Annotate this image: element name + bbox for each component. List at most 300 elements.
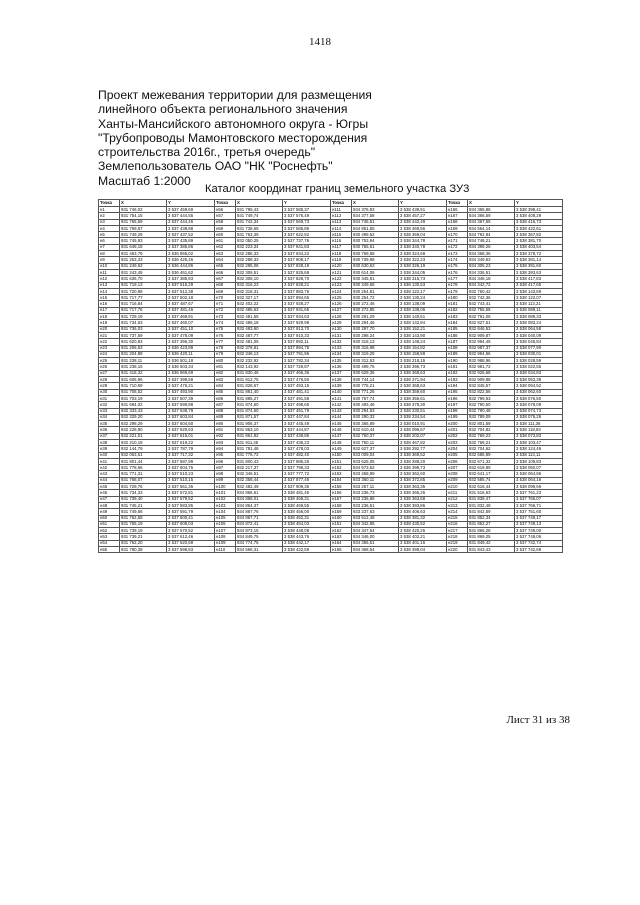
table-cell: 931 778,66 xyxy=(120,465,167,471)
table-cell: 934 792,94 xyxy=(468,232,515,238)
table-cell: 3 538 022,55 xyxy=(515,364,563,370)
table-cell: 932 378,81 xyxy=(236,345,283,351)
table-cell: 3 538 356,61 xyxy=(399,395,447,401)
table-cell: 3 537 749,13 xyxy=(515,521,563,527)
table-cell: 3 537 828,21 xyxy=(283,282,331,288)
table-cell: 933 236,73 xyxy=(352,490,399,496)
table-cell: 3 537 445,49 xyxy=(283,421,331,427)
table-cell: 3 537 598,83 xyxy=(167,547,215,553)
table-cell: 931 716,84 xyxy=(120,301,167,307)
table-cell: 932 050,25 xyxy=(236,238,283,244)
coordinates-table xyxy=(98,199,563,553)
table-cell: 3 538 381,70 xyxy=(515,238,563,244)
table-cell: н12 xyxy=(99,276,120,282)
table-cell: н176 xyxy=(447,269,468,275)
table-cell: н210 xyxy=(447,484,468,490)
table-cell: н127 xyxy=(331,307,352,313)
table-cell: 3 538 064,96 xyxy=(515,471,563,477)
table-cell: н204 xyxy=(447,446,468,452)
table-cell: н129 xyxy=(331,320,352,326)
table-cell: 931 742,34 xyxy=(236,219,283,225)
table-cell: 3 537 737,76 xyxy=(283,238,331,244)
table-cell: н52 xyxy=(99,528,120,534)
table-cell: н43 xyxy=(99,471,120,477)
table-cell: 932 346,51 xyxy=(236,471,283,477)
table-cell: 3 536 425,46 xyxy=(167,257,215,263)
table-cell: 3 537 787,79 xyxy=(167,446,215,452)
table-cell: 931 737,59 xyxy=(120,332,167,338)
table-cell: н73 xyxy=(215,314,236,320)
table-cell: н185 xyxy=(447,326,468,332)
table-cell: 934 336,51 xyxy=(468,269,515,275)
table-cell: 932 827,51 xyxy=(468,320,515,326)
table-cell: н130 xyxy=(331,326,352,332)
table-cell: н15 xyxy=(99,295,120,301)
table-cell: н27 xyxy=(99,370,120,376)
table-cell: 932 981,72 xyxy=(468,364,515,370)
table-cell: 3 538 368,63 xyxy=(399,383,447,389)
table-cell: 3 538 324,69 xyxy=(399,251,447,257)
table-cell: н36 xyxy=(99,427,120,433)
table-cell: 3 537 934,63 xyxy=(283,314,331,320)
table-cell: 932 801,59 xyxy=(468,421,515,427)
table-cell: 930 499,52 xyxy=(352,232,399,238)
table-cell: 3 537 604,76 xyxy=(167,465,215,471)
table-cell: н161 xyxy=(331,521,352,527)
table-cell: н114 xyxy=(331,225,352,231)
table-cell: 3 537 599,88 xyxy=(167,402,215,408)
table-cell: 3 537 603,84 xyxy=(167,414,215,420)
table-cell: 930 739,88 xyxy=(352,257,399,263)
table-cell: 3 537 742,68 xyxy=(515,547,563,553)
title-line: Проект межевания территории для размещения xyxy=(98,88,372,102)
table-cell: н116 xyxy=(331,238,352,244)
table-cell: н177 xyxy=(447,276,468,282)
table-cell: 934 305,23 xyxy=(468,263,515,269)
table-cell: н53 xyxy=(99,534,120,540)
table-cell: н200 xyxy=(447,421,468,427)
table-cell: н153 xyxy=(331,471,352,477)
table-cell: 931 516,63 xyxy=(468,490,515,496)
table-cell: 3 537 451,79 xyxy=(283,408,331,414)
table-cell: н107 xyxy=(215,528,236,534)
table-cell: 3 538 152,21 xyxy=(399,326,447,332)
table-cell: н46 xyxy=(99,490,120,496)
table-cell: н143 xyxy=(331,408,352,414)
table-cell: н65 xyxy=(215,263,236,269)
table-cell: 931 238,15 xyxy=(120,364,167,370)
table-cell: 3 537 604,50 xyxy=(167,421,215,427)
table-cell: н44 xyxy=(99,477,120,483)
table-cell: 3 538 457,27 xyxy=(399,213,447,219)
table-cell: 931 842,59 xyxy=(468,509,515,515)
table-cell: н108 xyxy=(215,534,236,540)
table-cell: 934 873,15 xyxy=(236,528,283,534)
table-cell: 3 538 158,58 xyxy=(399,351,447,357)
table-cell: 932 223,34 xyxy=(236,244,283,250)
table-cell: 934 745,51 xyxy=(352,219,399,225)
table-cell: 932 750,42 xyxy=(468,288,515,294)
table-cell: 3 537 502,18 xyxy=(167,295,215,301)
table-cell: н205 xyxy=(447,452,468,458)
table-cell: 932 964,66 xyxy=(468,351,515,357)
table-cell: н179 xyxy=(447,288,468,294)
table-cell: 931 463,79 xyxy=(120,251,167,257)
table-cell: н214 xyxy=(447,509,468,515)
table-cell: 3 538 367,82 xyxy=(515,232,563,238)
table-cell: 3 537 751,60 xyxy=(515,509,563,515)
table-cell: н72 xyxy=(215,307,236,313)
table-cell: н80 xyxy=(215,358,236,364)
table-cell: н33 xyxy=(99,408,120,414)
table-cell: н86 xyxy=(215,395,236,401)
table-cell: н154 xyxy=(331,477,352,483)
table-cell: н30 xyxy=(99,389,120,395)
table-cell: 932 358,44 xyxy=(236,477,283,483)
column-header: X xyxy=(352,200,399,207)
table-cell: 3 537 459,69 xyxy=(167,207,215,213)
table-cell: 3 538 124,46 xyxy=(515,446,563,452)
table-cell: н56 xyxy=(215,207,236,213)
table-cell: 3 538 363,35 xyxy=(399,484,447,490)
table-cell: 931 801,44 xyxy=(120,458,167,464)
table-cell: 3 537 766,71 xyxy=(515,502,563,508)
table-cell: 3 538 094,52 xyxy=(515,383,563,389)
table-cell: н203 xyxy=(447,439,468,445)
table-cell: н68 xyxy=(215,282,236,288)
table-cell: 3 538 402,21 xyxy=(399,534,447,540)
table-cell: 3 537 883,76 xyxy=(283,288,331,294)
table-cell: 3 537 622,82 xyxy=(283,232,331,238)
table-cell: 930 771,26 xyxy=(352,389,399,395)
table-cell: 3 537 438,88 xyxy=(167,225,215,231)
table-cell: н174 xyxy=(447,257,468,263)
table-cell: 930 765,61 xyxy=(352,244,399,250)
table-cell: 3 538 010,91 xyxy=(399,421,447,427)
table-cell: 3 538 030,01 xyxy=(515,351,563,357)
table-cell: 3 538 050,07 xyxy=(515,465,563,471)
table-cell: н61 xyxy=(215,238,236,244)
table-cell: 934 867,76 xyxy=(236,509,283,515)
table-cell: 3 538 381,32 xyxy=(399,515,447,521)
table-cell: 3 538 362,60 xyxy=(399,471,447,477)
table-cell: н191 xyxy=(447,364,468,370)
table-cell: 3 537 825,68 xyxy=(283,269,331,275)
table-cell: 3 538 322,23 xyxy=(399,257,447,263)
table-cell: 934 349,63 xyxy=(468,257,515,263)
table-cell: н165 xyxy=(331,547,352,553)
table-cell: 3 538 130,53 xyxy=(399,282,447,288)
table-cell: 3 537 585,86 xyxy=(283,225,331,231)
table-cell: 3 537 576,49 xyxy=(283,213,331,219)
table-cell: 931 885,27 xyxy=(236,395,283,401)
table-cell: 930 318,13 xyxy=(352,339,399,345)
table-cell: н20 xyxy=(99,326,120,332)
table-cell: н220 xyxy=(447,547,468,553)
table-cell: н4 xyxy=(99,225,120,231)
table-cell: 3 538 099,66 xyxy=(515,484,563,490)
table-cell: н148 xyxy=(331,439,352,445)
table-cell: 930 365,89 xyxy=(352,421,399,427)
table-cell: 932 926,68 xyxy=(468,370,515,376)
table-cell: 3 538 420,26 xyxy=(399,528,447,534)
table-cell: 3 538 452,31 xyxy=(283,515,331,521)
table-cell: н70 xyxy=(215,295,236,301)
table-cell: 931 745,21 xyxy=(120,502,167,508)
table-cell: 3 538 344,05 xyxy=(399,269,447,275)
table-cell: 934 366,59 xyxy=(468,213,515,219)
table-cell: 3 537 583,85 xyxy=(167,502,215,508)
table-cell: н5 xyxy=(99,232,120,238)
table-cell: н156 xyxy=(331,490,352,496)
table-cell: 934 872,41 xyxy=(236,521,283,527)
table-cell: 3 537 615,01 xyxy=(167,433,215,439)
table-cell: 930 753,94 xyxy=(352,238,399,244)
table-cell: 934 867,71 xyxy=(236,515,283,521)
table-cell: 3 538 064,58 xyxy=(515,326,563,332)
table-cell: н92 xyxy=(215,433,236,439)
table-cell: 3 536 501,18 xyxy=(167,358,215,364)
table-cell: 3 538 315,73 xyxy=(399,276,447,282)
table-cell: н139 xyxy=(331,383,352,389)
table-cell: н42 xyxy=(99,465,120,471)
table-cell: 930 614,06 xyxy=(352,269,399,275)
table-cell: н142 xyxy=(331,402,352,408)
table-cell: 3 538 469,56 xyxy=(399,225,447,231)
table-cell: 934 342,85 xyxy=(352,521,399,527)
table-cell: 931 249,62 xyxy=(120,263,167,269)
table-cell: 3 537 572,81 xyxy=(167,490,215,496)
table-cell: 3 538 430,52 xyxy=(399,521,447,527)
table-cell: 934 346,00 xyxy=(352,534,399,540)
table-cell: 3 537 717,32 xyxy=(167,452,215,458)
table-cell: 3 538 393,63 xyxy=(515,269,563,275)
table-cell: н149 xyxy=(331,446,352,452)
table-cell: 932 217,37 xyxy=(236,465,283,471)
table-cell: 3 537 798,33 xyxy=(283,465,331,471)
table-cell: 3 537 516,29 xyxy=(167,282,215,288)
table-cell: н40 xyxy=(99,452,120,458)
project-title xyxy=(98,88,568,188)
table-cell: н95 xyxy=(215,452,236,458)
table-cell: н115 xyxy=(331,232,352,238)
table-cell: н100 xyxy=(215,484,236,490)
table-cell: н63 xyxy=(215,251,236,257)
table-cell: 3 538 442,49 xyxy=(399,219,447,225)
table-cell: 931 734,63 xyxy=(120,320,167,326)
column-header: X xyxy=(468,200,515,207)
table-cell: 934 347,54 xyxy=(352,528,399,534)
table-cell: 931 238,11 xyxy=(120,358,167,364)
table-cell: н175 xyxy=(447,263,468,269)
table-cell: 3 538 109,83 xyxy=(515,458,563,464)
table-cell: 931 243,45 xyxy=(120,269,167,275)
table-cell: 932 346,13 xyxy=(236,351,283,357)
table-cell: 932 298,29 xyxy=(120,421,167,427)
table-cell: 3 538 138,06 xyxy=(399,307,447,313)
table-cell: 934 342,72 xyxy=(468,282,515,288)
table-cell: 930 345,61 xyxy=(352,276,399,282)
table-cell: 932 063,51 xyxy=(120,452,167,458)
table-cell: 931 717,76 xyxy=(120,307,167,313)
table-cell: 3 537 742,74 xyxy=(515,540,563,546)
table-cell: 3 537 834,22 xyxy=(283,251,331,257)
title-line: "Трубопроводы Мамонтовского месторождения xyxy=(98,130,368,145)
table-cell: 930 254,81 xyxy=(352,288,399,294)
table-cell: н98 xyxy=(215,471,236,477)
table-cell: н66 xyxy=(215,269,236,275)
table-cell: н8 xyxy=(99,251,120,257)
table-cell: 3 536 503,34 xyxy=(167,364,215,370)
table-cell: 932 286,33 xyxy=(236,251,283,257)
table-cell: 931 866,28 xyxy=(468,528,515,534)
table-cell: н45 xyxy=(99,484,120,490)
table-cell: 3 537 482,40 xyxy=(283,452,331,458)
table-cell: 933 257,11 xyxy=(352,484,399,490)
table-cell: н48 xyxy=(99,502,120,508)
table-cell: 3 538 288,20 xyxy=(399,458,447,464)
table-cell: 930 290,33 xyxy=(352,414,399,420)
table-cell: 930 294,46 xyxy=(352,320,399,326)
table-cell: 931 738,65 xyxy=(236,225,283,231)
table-cell: н164 xyxy=(331,540,352,546)
table-cell: 3 537 608,03 xyxy=(167,521,215,527)
table-cell: 932 228,90 xyxy=(120,427,167,433)
table-cell: 934 849,75 xyxy=(236,534,283,540)
table-cell: н7 xyxy=(99,244,120,250)
table-cell: н39 xyxy=(99,446,120,452)
table-cell: 931 871,57 xyxy=(236,414,283,420)
table-cell: н74 xyxy=(215,320,236,326)
column-header: X xyxy=(120,200,167,207)
table-cell: 930 294,53 xyxy=(352,408,399,414)
table-cell: 3 538 381,14 xyxy=(515,257,563,263)
table-cell: н16 xyxy=(99,301,120,307)
table-cell: 932 822,56 xyxy=(468,389,515,395)
table-cell: 932 742,36 xyxy=(468,295,515,301)
table-cell: 3 537 476,21 xyxy=(167,383,215,389)
table-cell: 931 776,72 xyxy=(236,452,283,458)
table-cell: н152 xyxy=(331,465,352,471)
table-cell: 931 852,27 xyxy=(468,521,515,527)
table-cell: 932 210,18 xyxy=(120,439,167,445)
table-cell: н197 xyxy=(447,402,468,408)
table-cell: 3 538 396,73 xyxy=(399,364,447,370)
table-cell: н132 xyxy=(331,339,352,345)
table-cell: н50 xyxy=(99,515,120,521)
table-cell: н202 xyxy=(447,433,468,439)
table-cell: 3 536 855,02 xyxy=(167,251,215,257)
table-cell: н6 xyxy=(99,238,120,244)
table-cell: 931 768,07 xyxy=(120,477,167,483)
table-cell: н13 xyxy=(99,282,120,288)
column-header: Точка xyxy=(447,200,468,207)
table-cell: 930 499,76 xyxy=(352,364,399,370)
table-cell: 932 994,45 xyxy=(468,339,515,345)
table-cell: 3 538 118,83 xyxy=(515,427,563,433)
table-cell: н184 xyxy=(447,320,468,326)
table-cell: 932 769,21 xyxy=(468,439,515,445)
table-cell: 930 272,85 xyxy=(352,307,399,313)
table-cell: 3 538 230,51 xyxy=(399,408,447,414)
table-cell: н207 xyxy=(447,465,468,471)
table-cell: н58 xyxy=(215,219,236,225)
table-cell: н57 xyxy=(215,213,236,219)
table-cell: 934 573,62 xyxy=(352,465,399,471)
table-cell: н218 xyxy=(447,534,468,540)
table-cell: н113 xyxy=(331,219,352,225)
table-cell: 3 537 439,85 xyxy=(283,433,331,439)
table-cell: н193 xyxy=(447,377,468,383)
table-cell: 3 536 461,62 xyxy=(167,269,215,275)
table-cell: н105 xyxy=(215,515,236,521)
table-cell: н158 xyxy=(331,502,352,508)
table-cell: н17 xyxy=(99,307,120,313)
table-cell: 931 755,19 xyxy=(120,521,167,527)
table-cell: 932 485,63 xyxy=(236,307,283,313)
table-cell: н159 xyxy=(331,509,352,515)
table-cell: н144 xyxy=(331,414,352,420)
table-cell: н83 xyxy=(215,377,236,383)
table-cell: 931 843,43 xyxy=(468,547,515,553)
table-cell: 932 402,22 xyxy=(236,301,283,307)
table-cell: 934 864,37 xyxy=(236,502,283,508)
table-cell: 3 538 083,24 xyxy=(515,320,563,326)
table-cell: 932 483,90 xyxy=(236,326,283,332)
table-cell: 3 538 454,03 xyxy=(283,521,331,527)
table-cell: 931 253,33 xyxy=(120,257,167,263)
table-cell: н35 xyxy=(99,421,120,427)
table-cell: 930 493,46 xyxy=(352,402,399,408)
table-cell: 932 482,49 xyxy=(236,484,283,490)
table-cell: 932 619,89 xyxy=(468,465,515,471)
table-cell: н141 xyxy=(331,395,352,401)
table-cell: 932 232,92 xyxy=(236,358,283,364)
table-cell: 932 221,01 xyxy=(120,433,167,439)
table-cell: н96 xyxy=(215,458,236,464)
table-cell: н125 xyxy=(331,295,352,301)
table-cell: н69 xyxy=(215,288,236,294)
table-cell: н160 xyxy=(331,515,352,521)
table-cell: 930 298,24 xyxy=(352,332,399,338)
table-cell: 931 795,43 xyxy=(236,207,283,213)
table-cell: 931 762,58 xyxy=(120,515,167,521)
table-cell: 3 537 929,98 xyxy=(283,320,331,326)
table-cell: 3 537 478,09 xyxy=(167,332,215,338)
table-cell: н10 xyxy=(99,263,120,269)
table-cell: 931 828,67 xyxy=(236,383,283,389)
table-cell: н21 xyxy=(99,332,120,338)
table-cell: н147 xyxy=(331,433,352,439)
table-cell: 931 703,19 xyxy=(120,395,167,401)
table-cell: 3 537 399,59 xyxy=(167,377,215,383)
table-cell: 3 537 396,30 xyxy=(167,339,215,345)
table-cell: н190 xyxy=(447,358,468,364)
table-cell: 3 538 064,16 xyxy=(515,477,563,483)
table-cell: н186 xyxy=(447,332,468,338)
catalog-title: Каталог координат границ земельного участка ЗУ3 xyxy=(205,183,470,195)
table-cell: 931 861,40 xyxy=(236,389,283,395)
table-cell: н41 xyxy=(99,458,120,464)
table-cell: 3 538 053,38 xyxy=(515,377,563,383)
table-cell: 3 537 569,73 xyxy=(283,219,331,225)
table-cell: 3 537 913,70 xyxy=(283,326,331,332)
column-header: Точка xyxy=(99,200,120,207)
column-header: Точка xyxy=(331,200,352,207)
table-cell: н76 xyxy=(215,332,236,338)
table-cell: 932 496,18 xyxy=(236,320,283,326)
table-cell: 3 538 344,78 xyxy=(399,238,447,244)
